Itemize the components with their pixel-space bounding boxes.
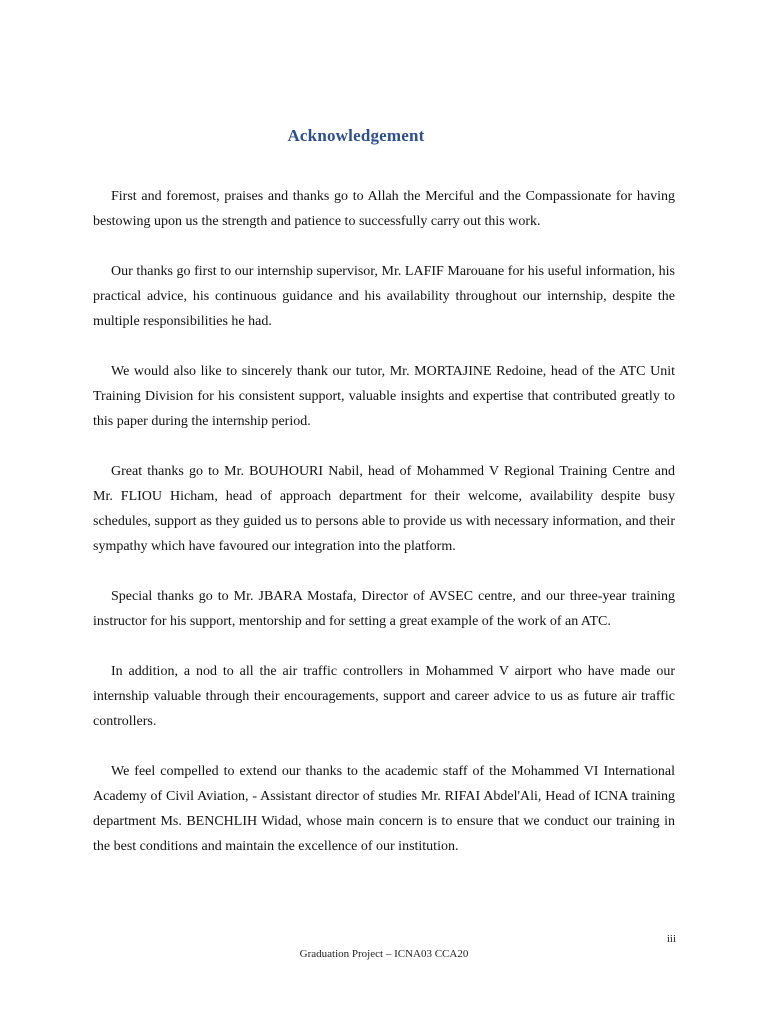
paragraph: We would also like to sincerely thank our tutor, Mr. MORTAJINE Redoine, head of the ATC Unit Training Division for his consistent support, valuable insights and expertise that contributed greatly to this paper during the internship period. bbox=[93, 364, 675, 429]
page-number: iii bbox=[666, 933, 676, 945]
page-title: Acknowledgement bbox=[287, 126, 425, 145]
page-footer: Graduation Project – ICNA03 CCA20 bbox=[299, 948, 469, 960]
paragraph: Special thanks go to Mr. JBARA Mostafa, Director of AVSEC centre, and our three-year training instructor for his support, mentorship and for setting a great example of the work of an ATC. bbox=[93, 589, 675, 629]
paragraph: In addition, a nod to all the air traffic controllers in Mohammed V airport who have made our internship valuable through their encouragements, support and career advice to us as future air traffic controllers. bbox=[93, 664, 675, 729]
paragraph: We feel compelled to extend our thanks to the academic staff of the Mohammed VI International Academy of Civil Aviation, - Assistant director of studies Mr. RIFAI Abdel'Ali, Head of ICNA training department Ms. BENCHLIH Widad, whose main concern is to ensure that we conduct our training in the best conditions and maintain the excellence of our institution. bbox=[93, 764, 675, 854]
paragraph: Great thanks go to Mr. BOUHOURI Nabil, head of Mohammed V Regional Training Centre and Mr. FLIOU Hicham, head of approach department for their welcome, availability despite busy schedules, support as they guided us to persons able to provide us with necessary information, and their sympathy which have favoured our integration into the platform. bbox=[93, 464, 675, 554]
paragraph: First and foremost, praises and thanks go to Allah the Merciful and the Compassionate for having bestowing upon us the strength and patience to successfully carry out this work. bbox=[93, 189, 675, 229]
acknowledgement-body bbox=[93, 184, 675, 884]
paragraph: Our thanks go first to our internship supervisor, Mr. LAFIF Marouane for his useful information, his practical advice, his continuous guidance and his availability throughout our internship, despite the multiple responsibilities he had. bbox=[93, 264, 675, 329]
